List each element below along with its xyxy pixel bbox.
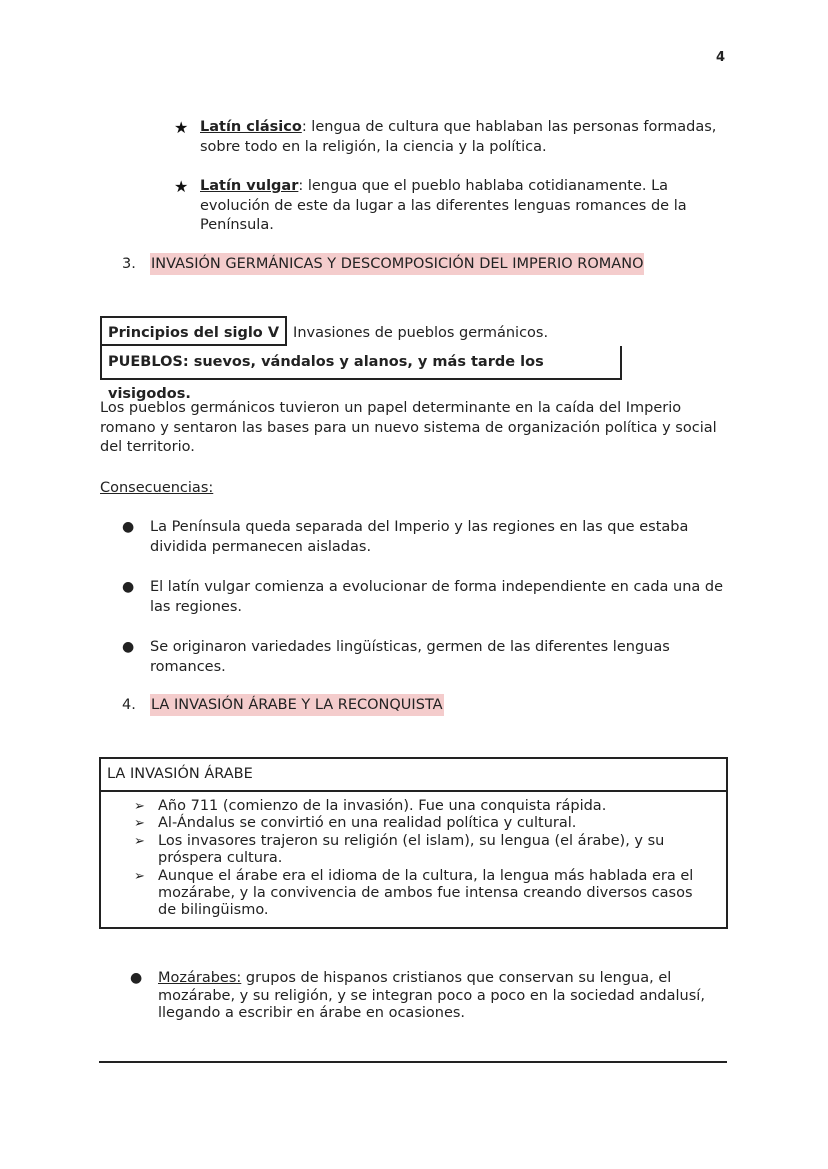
info-table-row: [100, 316, 622, 346]
definition-text: : lengua de cultura que hablaban las personas formadas, sobre todo en la religión, la ciencia y la política.: [200, 119, 717, 155]
list-item-text: Año 711 (comienzo de la invasión). Fue una conquista rápida.: [158, 798, 607, 814]
bullet-icon: ●: [122, 639, 135, 655]
section-title: LA INVASIÓN ÁRABE Y LA RECONQUISTA: [150, 694, 444, 716]
list-item: [101, 868, 726, 920]
info-table: [100, 316, 622, 402]
box-header: LA INVASIÓN ÁRABE: [101, 759, 726, 792]
section-number: 3.: [122, 256, 136, 272]
definition-text: : lengua que el pueblo hablaba cotidianamente. La evolución de este da lugar a las diferentes lenguas romances de la Península.: [200, 178, 687, 233]
list-item-text: [200, 118, 734, 157]
term-latin-vulgar: Latín vulgar: [200, 178, 299, 194]
list-item-mozarabes: [130, 970, 730, 1023]
list-item-text: La Península queda separada del Imperio y las regiones en las que estaba dividida permanecen aisladas.: [150, 519, 689, 555]
list-item-text: [158, 970, 730, 1023]
list-item-text: El latín vulgar comienza a evolucionar de forma independiente en cada una de las regiones.: [150, 579, 724, 615]
list-item-text: [200, 177, 734, 236]
consequences-label: Consecuencias:: [100, 480, 214, 496]
list-item: [122, 518, 732, 557]
arrow-bullet-icon: ➢: [134, 799, 145, 814]
paragraph-germanic: Los pueblos germánicos tuvieron un papel determinante en la caída del Imperio romano y sentaron las bases para un nuevo sistema de organización política y social del territorio.: [100, 400, 717, 455]
star-bullet-icon: ★: [174, 177, 189, 196]
horizontal-rule: [99, 1061, 727, 1063]
arrow-bullet-icon: ➢: [134, 816, 145, 832]
list-item: [122, 638, 732, 677]
list-item-text: Los invasores trajeron su religión (el islam), su lengua (el árabe), y su próspera cultura.: [158, 832, 665, 867]
term-mozarabes: Mozárabes:: [158, 970, 242, 986]
star-bullet-icon: ★: [174, 118, 189, 137]
list-item-text: Aunque el árabe era el idioma de la cultura, la lengua más hablada era el mozárabe, y la convivencia de ambos fue intensa creando diversos casos de bilingüismo.: [158, 867, 694, 919]
list-item-text: Se originaron variedades lingüísticas, germen de las diferentes lenguas romances.: [150, 639, 670, 675]
arrow-bullet-icon: ➢: [134, 833, 145, 849]
section-heading-4: [122, 694, 444, 716]
list-item: [101, 815, 726, 832]
info-table-peoples: PUEBLOS: suevos, vándalos y alanos, y más tarde los visigodos.: [100, 346, 622, 380]
list-item-text: Al-Ándalus se convirtió en una realidad política y cultural.: [158, 815, 577, 832]
section-heading-3: [122, 253, 644, 275]
info-table-label: Principios del siglo V: [100, 316, 287, 346]
term-latin-clasico: Latín clásico: [200, 119, 302, 135]
list-item: [122, 578, 732, 617]
bullet-icon: ●: [130, 970, 143, 986]
definition-text: grupos de hispanos cristianos que conservan su lengua, el mozárabe, y su religión, y se integran poco a poco en la sociedad andalusí, llegando a escribir en árabe en ocasiones.: [158, 970, 705, 1021]
box-list: [101, 792, 726, 920]
page-number: 4: [716, 50, 726, 65]
bullet-icon: ●: [122, 579, 135, 595]
arab-invasion-box: [99, 757, 728, 929]
list-item-latin-clasico: [174, 118, 734, 157]
list-item: [101, 833, 726, 868]
bullet-icon: ●: [122, 519, 135, 535]
info-table-value: Invasiones de pueblos germánicos.: [293, 325, 549, 341]
arrow-bullet-icon: ➢: [134, 868, 145, 884]
list-item-latin-vulgar: [174, 177, 734, 236]
section-title: INVASIÓN GERMÁNICAS Y DESCOMPOSICIÓN DEL IMPERIO ROMANO: [150, 253, 644, 275]
section-number: 4.: [122, 697, 136, 713]
list-item: [101, 798, 726, 815]
